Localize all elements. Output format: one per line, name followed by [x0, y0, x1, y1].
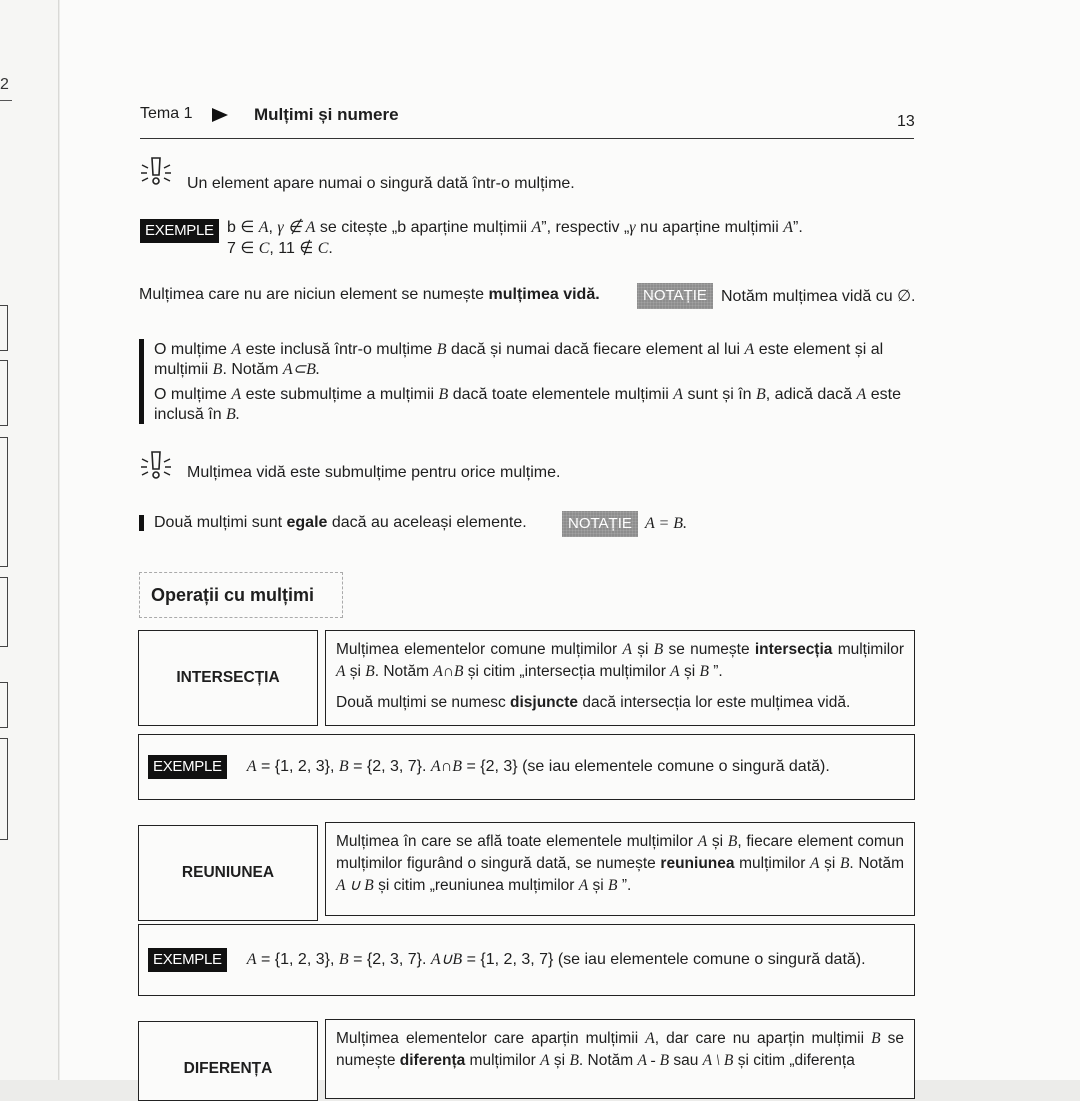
empty-set-definition: Mulțimea care nu are niciun element se numește mulțimea vidă.: [139, 286, 600, 303]
header-arrow-icon: [212, 108, 228, 122]
difference-label: DIFERENȚA: [183, 1060, 273, 1077]
left-page-number: 2: [0, 76, 9, 93]
intersection-label-box: [138, 630, 318, 726]
intersection-example-text: A = {1, 2, 3}, B = {2, 3, 7}. A∩B = {2, 3} (se iau elementele comune o singură dată).: [246, 758, 830, 775]
notation-badge-label: NOTAȚIE: [637, 283, 713, 309]
inclusion-line2: mulțimii B. Notăm A⊂B.: [154, 361, 320, 378]
note-single-occurrence: Un element apare numai o singură dată într-o mulțime.: [187, 175, 575, 192]
example-badge-label: EXEMPLE: [148, 755, 227, 779]
attention-icon: [139, 155, 173, 189]
inclusion-line1: O mulțime A este inclusă într-o mulțime B dacă și numai dacă fiecare element al lui A este element și al: [154, 341, 884, 358]
difference-label-box: [138, 1021, 318, 1101]
intersection-example: [138, 734, 915, 800]
notation-badge: [637, 283, 713, 309]
definition-bar: [139, 515, 144, 531]
example-membership-line1: b ∈ A, γ ∉ A se citește „b aparține mulțimii A”, respectiv „γ nu aparține mulțimii A”.: [227, 219, 803, 236]
page-number: 13: [897, 113, 915, 130]
equal-sets-definition: Două mulțimi sunt egale dacă au aceleași elemente.: [154, 514, 527, 531]
header-divider: [140, 138, 914, 139]
difference-definition: Mulțimea elementelor care aparțin mulțimii A, dar care nu aparțin mulțimii B se numește diferența mulțimilor A și B. Notăm A - B sau A \ B și citim „diferența: [325, 1019, 915, 1099]
example-membership-line2: 7 ∈ C, 11 ∉ C.: [227, 240, 333, 257]
example-badge: [140, 219, 219, 243]
notation-badge-label: NOTAȚIE: [562, 511, 638, 537]
note-empty-subset: Mulțimea vidă este submulțime pentru orice mulțime.: [187, 464, 561, 481]
example-badge-label: EXEMPLE: [148, 948, 227, 972]
notation-badge: [562, 511, 638, 537]
equal-sets-notation: A = B.: [645, 515, 688, 532]
union-example: [138, 924, 915, 996]
definition-bar: [139, 339, 144, 424]
subset-line2: inclusă în B.: [154, 406, 240, 423]
union-label-box: [138, 825, 318, 921]
empty-set-notation: Notăm mulțimea vidă cu ∅.: [721, 288, 916, 305]
intersection-definition: Mulțimea elementelor comune mulțimilor A și B se numește intersecția mulțimilor A și B. Notăm A∩B și citim „intersecția mulțimilor A și B ”. Două mulțimi se numesc disjuncte dacă intersecția lor este mulțimea vidă.: [325, 630, 915, 726]
union-label: REUNIUNEA: [181, 864, 275, 881]
header-tema: Tema 1: [140, 105, 193, 122]
union-example-text: A = {1, 2, 3}, B = {2, 3, 7}. A∪B = {1, 2, 3, 7} (se iau elementele comune o singură dată).: [246, 951, 866, 968]
intersection-label: INTERSECȚIA: [176, 669, 280, 686]
example-badge-label: EXEMPLE: [140, 219, 219, 243]
union-definition: Mulțimea în care se află toate elementele mulțimilor A și B, fiecare element comun mulțimilor figurând o singură dată, se numește reuniunea mulțimilor A și B. Notăm A ∪ B și citim „reuniunea mulțimilor A și B ”.: [325, 822, 915, 916]
header-title: Mulțimi și numere: [254, 105, 399, 124]
attention-icon: [139, 449, 173, 483]
section-title: Operații cu mulțimi: [151, 585, 315, 605]
subset-line1: O mulțime A este submulțime a mulțimii B dacă toate elementele mulțimii A sunt și în B, adică dacă A este: [154, 386, 901, 403]
